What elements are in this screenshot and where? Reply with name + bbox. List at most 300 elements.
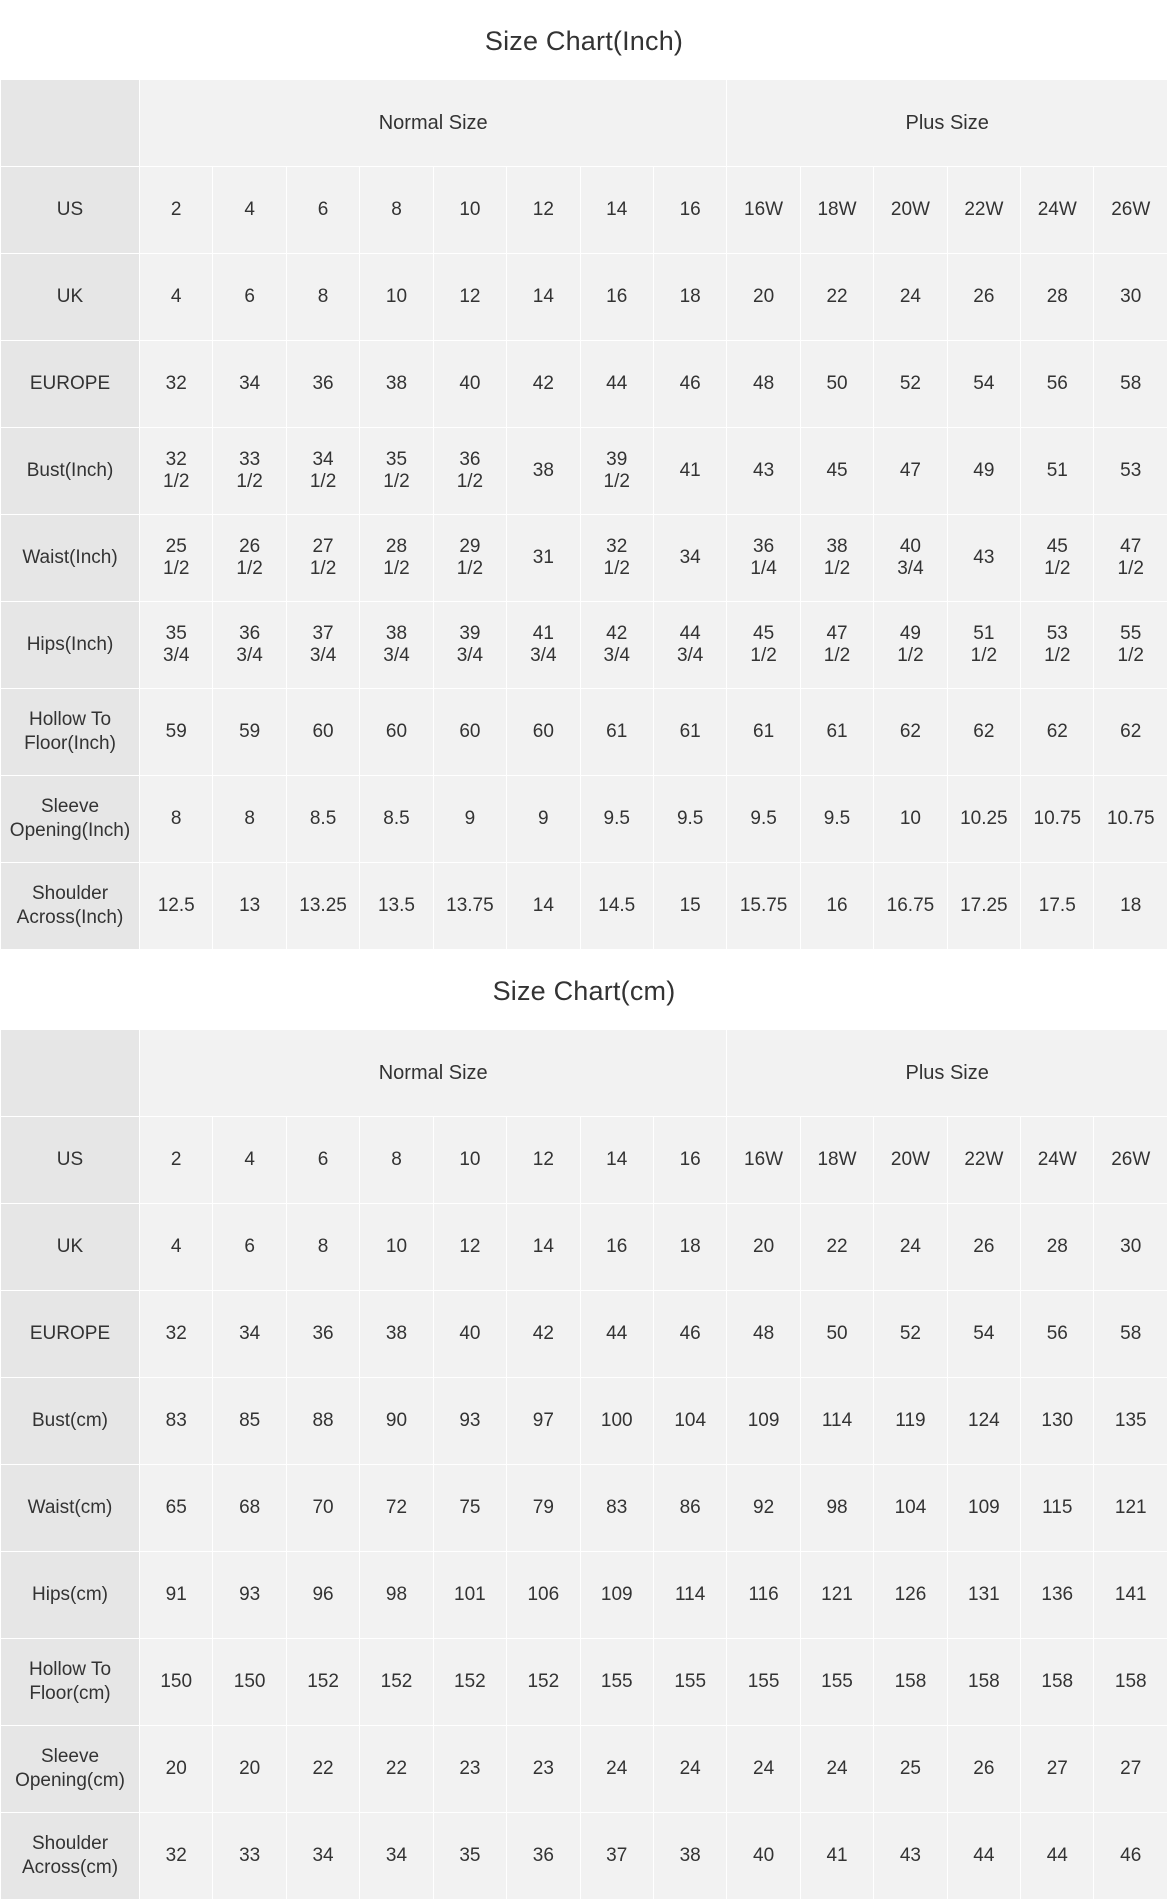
row-label: Waist(cm) <box>1 1465 140 1552</box>
cell-line: 3/4 <box>236 645 263 666</box>
cell-line: 1/2 <box>383 558 410 579</box>
cell-line: 1/2 <box>309 558 337 579</box>
table-cell: 12.5 <box>140 863 213 950</box>
table-cell: 13.5 <box>360 863 433 950</box>
table-cell: 85 <box>213 1378 286 1465</box>
table-cell: 54 <box>947 341 1020 428</box>
table-cell: 53 <box>1094 428 1168 515</box>
table-cell <box>140 515 213 602</box>
cell-line: 1/2 <box>603 558 630 579</box>
table-cell: 60 <box>360 689 433 776</box>
table-cell: 121 <box>1094 1465 1168 1552</box>
table-cell: 16W <box>727 1117 800 1204</box>
table-cell: 17.25 <box>947 863 1020 950</box>
table-cell: 155 <box>727 1639 800 1726</box>
table-cell <box>580 515 653 602</box>
table-cell: 126 <box>874 1552 947 1639</box>
table-cell: 14 <box>580 167 653 254</box>
cell-line: 37 <box>312 622 334 644</box>
table-group-header: Plus Size <box>727 1030 1168 1117</box>
cell-line: 1/2 <box>823 558 851 579</box>
table-cell <box>800 602 873 689</box>
table-cell: 60 <box>286 689 359 776</box>
table-row <box>1 689 1168 776</box>
table-cell: 44 <box>580 341 653 428</box>
table-group-header-row <box>1 80 1168 167</box>
table-cell: 9 <box>433 776 506 863</box>
row-label: Waist(Inch) <box>1 515 140 602</box>
table-cell: 46 <box>653 1291 726 1378</box>
cell-line: 36 <box>239 622 261 644</box>
cell-line: 38 <box>826 535 848 557</box>
cell-line: 51 <box>973 622 995 644</box>
table-cell: 40 <box>433 341 506 428</box>
table-cell: 26 <box>947 1726 1020 1813</box>
table-cell: 24 <box>580 1726 653 1813</box>
table-cell: 24 <box>800 1726 873 1813</box>
cell-line: 3/4 <box>530 645 557 666</box>
table-cell <box>874 515 947 602</box>
table-cell: 15.75 <box>727 863 800 950</box>
cell-line: 47 <box>826 622 848 644</box>
table-cell: 65 <box>140 1465 213 1552</box>
table-cell: 16 <box>653 167 726 254</box>
table-cell: 23 <box>433 1726 506 1813</box>
table-cell: 93 <box>433 1378 506 1465</box>
table-cell: 47 <box>874 428 947 515</box>
cell-line: 55 <box>1120 622 1142 644</box>
table-cell <box>653 602 726 689</box>
table-cell <box>213 602 286 689</box>
table-cell: 26W <box>1094 1117 1168 1204</box>
table-cell: 155 <box>800 1639 873 1726</box>
cell-line: 49 <box>899 622 921 644</box>
table-row <box>1 1465 1168 1552</box>
table-cell: 59 <box>140 689 213 776</box>
table-cell: 32 <box>140 341 213 428</box>
cell-line: 1/2 <box>603 471 630 492</box>
cell-line: 1/2 <box>1117 645 1144 666</box>
cell-line: 1/2 <box>163 471 190 492</box>
cell-line: 1/2 <box>897 645 924 666</box>
table-cell: 24W <box>1021 1117 1094 1204</box>
table-cell: 27 <box>1021 1726 1094 1813</box>
table-cell: 150 <box>213 1639 286 1726</box>
cell-line: 47 <box>1120 535 1142 557</box>
table-cell: 90 <box>360 1378 433 1465</box>
table-cell: 83 <box>580 1465 653 1552</box>
table-row <box>1 428 1168 515</box>
row-label: Shoulder Across(Inch) <box>1 863 140 950</box>
table-row <box>1 776 1168 863</box>
table-cell: 13.75 <box>433 863 506 950</box>
table-cell <box>213 428 286 515</box>
table-cell: 43 <box>874 1813 947 1900</box>
cell-line: 1/2 <box>163 558 190 579</box>
table-cell: 70 <box>286 1465 359 1552</box>
table-cell: 62 <box>1094 689 1168 776</box>
cell-line: 41 <box>532 622 554 644</box>
cell-line: 36 <box>753 535 775 557</box>
table-cell: 41 <box>800 1813 873 1900</box>
table-cell <box>580 602 653 689</box>
table-cell <box>286 602 359 689</box>
table-cell: 150 <box>140 1639 213 1726</box>
table-cell: 8 <box>213 776 286 863</box>
table-cell: 28 <box>1021 254 1094 341</box>
table-cell: 31 <box>507 515 580 602</box>
table-cell: 98 <box>360 1552 433 1639</box>
table-cell <box>580 428 653 515</box>
table-cell: 43 <box>947 515 1020 602</box>
table-cell: 34 <box>213 1291 286 1378</box>
table-corner-cell <box>1 80 140 167</box>
table-cell: 18W <box>800 167 873 254</box>
table-cell: 20W <box>874 1117 947 1204</box>
table-cell: 24 <box>653 1726 726 1813</box>
table-cell: 158 <box>1021 1639 1094 1726</box>
table-cell: 16 <box>580 254 653 341</box>
table-cell: 56 <box>1021 341 1094 428</box>
cell-line: 44 <box>679 622 701 644</box>
table-cell: 16 <box>800 863 873 950</box>
cell-line: 35 <box>165 622 187 644</box>
table-cell: 152 <box>433 1639 506 1726</box>
cell-line: 3/4 <box>676 645 704 666</box>
table-cell: 22 <box>800 1204 873 1291</box>
table-cell: 91 <box>140 1552 213 1639</box>
table-cell: 24 <box>874 254 947 341</box>
table-cell: 58 <box>1094 341 1168 428</box>
table-cell: 60 <box>507 689 580 776</box>
table-cell: 16W <box>727 167 800 254</box>
table-cell: 8 <box>360 1117 433 1204</box>
table-cell <box>433 515 506 602</box>
table-cell <box>947 602 1020 689</box>
table-cell: 6 <box>286 167 359 254</box>
table-cell: 152 <box>507 1639 580 1726</box>
table-row <box>1 863 1168 950</box>
table-cell: 48 <box>727 1291 800 1378</box>
table-cell: 13 <box>213 863 286 950</box>
table-cell <box>360 515 433 602</box>
table-cell: 16.75 <box>874 863 947 950</box>
table-cell: 12 <box>433 254 506 341</box>
table-cell <box>360 428 433 515</box>
cell-line: 1/2 <box>456 471 484 492</box>
table-cell: 62 <box>947 689 1020 776</box>
table-cell: 41 <box>653 428 726 515</box>
table-cell: 36 <box>286 341 359 428</box>
table-cell: 56 <box>1021 1291 1094 1378</box>
table-cell: 60 <box>433 689 506 776</box>
cell-line: 36 <box>459 448 481 470</box>
table-cell: 28 <box>1021 1204 1094 1291</box>
table-cell: 26W <box>1094 167 1168 254</box>
row-label: Sleeve Opening(cm) <box>1 1726 140 1813</box>
cell-line: 39 <box>606 448 628 470</box>
table-cell: 9 <box>507 776 580 863</box>
chart-title: Size Chart(cm) <box>492 976 676 1006</box>
table-cell: 15 <box>653 863 726 950</box>
table-cell: 158 <box>1094 1639 1168 1726</box>
table-cell <box>140 602 213 689</box>
row-label: EUROPE <box>1 341 140 428</box>
table-cell: 10.25 <box>947 776 1020 863</box>
table-cell: 10.75 <box>1094 776 1168 863</box>
table-cell: 2 <box>140 1117 213 1204</box>
table-row <box>1 1639 1168 1726</box>
table-cell: 46 <box>1094 1813 1168 1900</box>
table-group-header: Plus Size <box>727 80 1168 167</box>
table-cell: 44 <box>947 1813 1020 1900</box>
table-row <box>1 1204 1168 1291</box>
table-cell: 22 <box>800 254 873 341</box>
table-cell: 24W <box>1021 167 1094 254</box>
table-cell: 97 <box>507 1378 580 1465</box>
table-cell: 27 <box>1094 1726 1168 1813</box>
table-cell: 72 <box>360 1465 433 1552</box>
table-cell: 10 <box>433 1117 506 1204</box>
table-cell: 8 <box>286 254 359 341</box>
table-cell: 14 <box>507 1204 580 1291</box>
table-cell: 104 <box>653 1378 726 1465</box>
table-cell: 52 <box>874 341 947 428</box>
table-cell: 109 <box>580 1552 653 1639</box>
cell-line: 39 <box>459 622 481 644</box>
table-cell: 49 <box>947 428 1020 515</box>
table-cell: 22W <box>947 1117 1020 1204</box>
table-cell: 4 <box>213 1117 286 1204</box>
cell-line: 1/2 <box>456 558 484 579</box>
cell-line: 3/4 <box>383 645 410 666</box>
table-cell: 14 <box>580 1117 653 1204</box>
table-cell: 54 <box>947 1291 1020 1378</box>
cell-line: 25 <box>165 535 187 557</box>
row-label: UK <box>1 254 140 341</box>
row-label: US <box>1 167 140 254</box>
table-cell: 62 <box>1021 689 1094 776</box>
table-cell: 22W <box>947 167 1020 254</box>
table-cell <box>433 602 506 689</box>
table-cell: 6 <box>213 1204 286 1291</box>
table-cell: 8.5 <box>360 776 433 863</box>
table-cell <box>140 428 213 515</box>
table-cell: 34 <box>653 515 726 602</box>
row-label: Bust(cm) <box>1 1378 140 1465</box>
cell-line: 26 <box>239 535 261 557</box>
table-cell <box>874 602 947 689</box>
table-cell: 124 <box>947 1378 1020 1465</box>
table-cell: 22 <box>360 1726 433 1813</box>
cell-line: 29 <box>459 535 481 557</box>
table-cell: 109 <box>727 1378 800 1465</box>
row-label: Hollow To Floor(Inch) <box>1 689 140 776</box>
table-cell: 101 <box>433 1552 506 1639</box>
table-cell <box>1094 602 1168 689</box>
table-row <box>1 1117 1168 1204</box>
table-cell: 36 <box>507 1813 580 1900</box>
cell-line: 45 <box>753 622 775 644</box>
table-cell: 20 <box>727 1204 800 1291</box>
table-cell: 98 <box>800 1465 873 1552</box>
table-cell: 20 <box>140 1726 213 1813</box>
table-cell: 79 <box>507 1465 580 1552</box>
table-cell: 38 <box>360 1291 433 1378</box>
table-cell: 26 <box>947 254 1020 341</box>
table-cell: 141 <box>1094 1552 1168 1639</box>
table-cell: 13.25 <box>286 863 359 950</box>
cell-line: 45 <box>1046 535 1068 557</box>
table-cell: 20W <box>874 167 947 254</box>
table-cell: 24 <box>727 1726 800 1813</box>
table-row <box>1 1726 1168 1813</box>
table-cell <box>507 602 580 689</box>
table-cell: 10 <box>874 776 947 863</box>
table-cell: 10 <box>360 254 433 341</box>
table-cell: 32 <box>140 1813 213 1900</box>
table-cell: 12 <box>507 1117 580 1204</box>
table-cell: 18 <box>653 1204 726 1291</box>
cell-line: 3/4 <box>897 558 924 579</box>
table-cell: 43 <box>727 428 800 515</box>
table-cell: 9.5 <box>580 776 653 863</box>
table-cell: 4 <box>140 254 213 341</box>
table-cell: 14 <box>507 863 580 950</box>
cell-line: 1/2 <box>236 471 263 492</box>
cell-line: 1/2 <box>236 558 263 579</box>
table-cell: 40 <box>727 1813 800 1900</box>
table-cell: 6 <box>286 1117 359 1204</box>
table-cell: 75 <box>433 1465 506 1552</box>
table-row <box>1 254 1168 341</box>
table-cell: 42 <box>507 341 580 428</box>
table-cell: 155 <box>580 1639 653 1726</box>
table-cell <box>1094 515 1168 602</box>
table-cell: 51 <box>1021 428 1094 515</box>
table-cell: 61 <box>653 689 726 776</box>
table-cell: 92 <box>727 1465 800 1552</box>
table-cell: 6 <box>213 254 286 341</box>
table-cell: 115 <box>1021 1465 1094 1552</box>
table-cell: 2 <box>140 167 213 254</box>
table-cell: 38 <box>507 428 580 515</box>
cell-line: 32 <box>165 448 187 470</box>
table-cell: 86 <box>653 1465 726 1552</box>
table-group-header: Normal Size <box>140 1030 727 1117</box>
cell-line: 1/2 <box>383 471 410 492</box>
chart-title: Size Chart(Inch) <box>484 26 684 56</box>
table-cell: 119 <box>874 1378 947 1465</box>
table-cell: 17.5 <box>1021 863 1094 950</box>
table-group-header: Normal Size <box>140 80 727 167</box>
table-cell: 131 <box>947 1552 1020 1639</box>
row-label: Shoulder Across(cm) <box>1 1813 140 1900</box>
table-cell: 8 <box>360 167 433 254</box>
table-cell <box>286 515 359 602</box>
table-cell: 16 <box>580 1204 653 1291</box>
table-cell: 20 <box>213 1726 286 1813</box>
cell-line: 42 <box>606 622 628 644</box>
table-cell: 10 <box>433 167 506 254</box>
table-row <box>1 1552 1168 1639</box>
table-row <box>1 1813 1168 1900</box>
table-cell: 61 <box>580 689 653 776</box>
table-cell: 83 <box>140 1378 213 1465</box>
table-cell: 44 <box>580 1291 653 1378</box>
table-cell <box>1021 515 1094 602</box>
row-label: Hips(cm) <box>1 1552 140 1639</box>
cell-line: 1/2 <box>970 645 998 666</box>
table-cell: 30 <box>1094 1204 1168 1291</box>
table-cell: 12 <box>433 1204 506 1291</box>
table-cell: 14 <box>507 254 580 341</box>
table-cell: 37 <box>580 1813 653 1900</box>
table-cell: 14.5 <box>580 863 653 950</box>
table-cell: 9.5 <box>800 776 873 863</box>
table-cell: 18 <box>653 254 726 341</box>
table-cell: 38 <box>653 1813 726 1900</box>
cell-line: 3/4 <box>603 645 630 666</box>
cell-line: 40 <box>899 535 921 557</box>
table-cell: 121 <box>800 1552 873 1639</box>
size-chart-table <box>0 79 1168 950</box>
cell-line: 27 <box>312 535 334 557</box>
cell-line: 53 <box>1046 622 1068 644</box>
cell-line: 35 <box>385 448 408 470</box>
table-cell: 36 <box>286 1291 359 1378</box>
table-cell <box>1021 602 1094 689</box>
table-cell: 61 <box>727 689 800 776</box>
cell-line: 38 <box>385 622 408 644</box>
cell-line: 33 <box>239 448 261 470</box>
table-cell: 114 <box>653 1552 726 1639</box>
table-cell: 44 <box>1021 1813 1094 1900</box>
table-cell: 104 <box>874 1465 947 1552</box>
table-row <box>1 515 1168 602</box>
row-label: EUROPE <box>1 1291 140 1378</box>
table-cell: 136 <box>1021 1552 1094 1639</box>
table-cell: 50 <box>800 341 873 428</box>
cell-line: 1/2 <box>750 645 777 666</box>
table-cell: 18W <box>800 1117 873 1204</box>
table-cell: 20 <box>727 254 800 341</box>
cell-line: 1/2 <box>823 645 851 666</box>
cell-line: 1/2 <box>1044 558 1071 579</box>
table-cell: 18 <box>1094 863 1168 950</box>
table-cell: 152 <box>360 1639 433 1726</box>
table-cell <box>800 515 873 602</box>
table-group-header-row <box>1 1030 1168 1117</box>
table-cell: 152 <box>286 1639 359 1726</box>
table-cell: 9.5 <box>727 776 800 863</box>
row-label: Hollow To Floor(cm) <box>1 1639 140 1726</box>
table-cell: 158 <box>874 1639 947 1726</box>
table-cell: 4 <box>213 167 286 254</box>
table-cell: 34 <box>360 1813 433 1900</box>
cell-line: 34 <box>312 448 334 470</box>
table-cell <box>213 515 286 602</box>
table-cell: 25 <box>874 1726 947 1813</box>
row-label: US <box>1 1117 140 1204</box>
table-row <box>1 1291 1168 1378</box>
table-cell: 38 <box>360 341 433 428</box>
table-cell: 12 <box>507 167 580 254</box>
table-cell <box>727 602 800 689</box>
table-cell <box>360 602 433 689</box>
size-chart-table <box>0 1029 1168 1900</box>
table-row <box>1 341 1168 428</box>
